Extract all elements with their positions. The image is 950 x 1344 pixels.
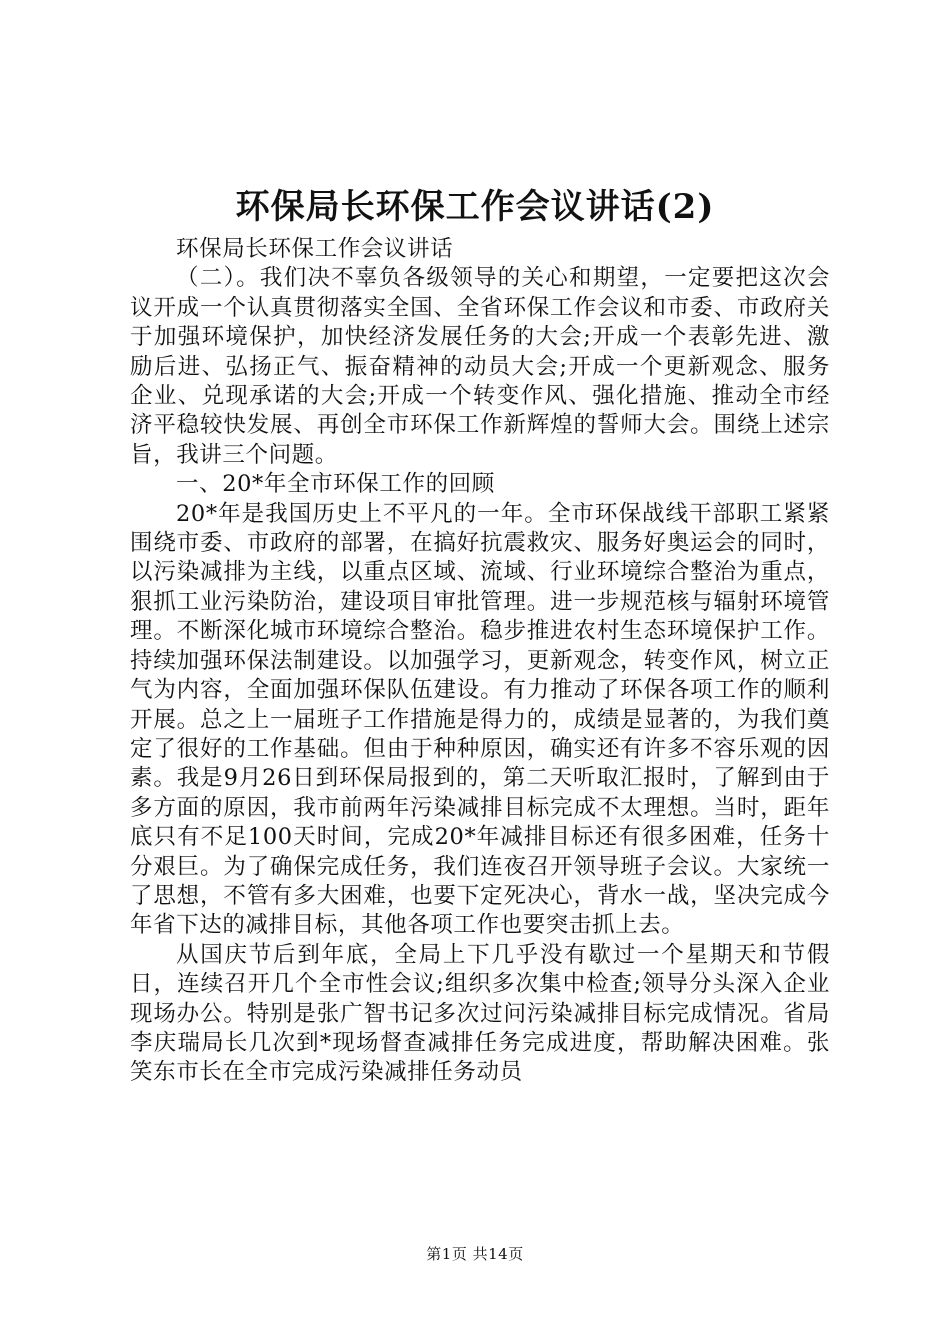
document-title: 环保局长环保工作会议讲话(2)	[235, 187, 715, 227]
paragraph-subtitle: 环保局长环保工作会议讲话	[176, 236, 454, 262]
document-body	[130, 235, 830, 1088]
paragraph-actions: 从国庆节后到年底，全局上下几乎没有歇过一个星期天和节假日，连续召开几个全市性会议;组织多次集中检查;领导分头深入企业现场办公。特别是张广智书记多次过问污染减排目标完成情况。省局李庆瑞局长几次到*现场督查减排任务完成进度，帮助解决困难。张笑东市长在全市完成污染减排任务动员	[130, 941, 830, 1086]
section-heading: 一、20*年全市环保工作的回顾	[176, 471, 495, 498]
paragraph-review: 20*年是我国历史上不平凡的一年。全市环保战线干部职工紧紧围绕市委、市政府的部署，在搞好抗震救灾、服务好奥运会的同时，以污染减排为主线，以重点区域、流域、行业环境综合整治为重点，狠抓工业污染防治，建设项目审批管理。进一步规范核与辐射环境管理。不断深化城市环境综合整治。稳步推进农村生态环境保护工作。持续加强环保法制建设。以加强学习，更新观念，转变作风，树立正气为内容，全面加强环保队伍建设。有力推动了环保各项工作的顺利开展。总之上一届班子工作措施是得力的，成绩是显著的，为我们奠定了很好的工作基础。但由于种种原因，确实还有许多不容乐观的因素。我是9月26日到环保局报到的，第二天听取汇报时，了解到由于多方面的原因，我市前两年污染减排目标完成不太理想。当时，距年底只有不足100天时间，完成20*年减排目标还有很多困难，任务十分艰巨。为了确保完成任务，我们连夜召开领导班子会议。大家统一了思想，不管有多大困难，也要下定死决心，背水一战，坚决完成今年省下达的减排目标，其他各项工作也要突击抓上去。	[130, 500, 830, 939]
page-number-footer: 第1页 共14页	[426, 1245, 524, 1263]
paragraph-intro: （二）。我们决不辜负各级领导的关心和期望，一定要把这次会议开成一个认真贯彻落实全国、全省环保工作会议和市委、市政府关于加强环境保护，加快经济发展任务的大会;开成一个表彰先进、激励后进、弘扬正气、振奋精神的动员大会;开成一个更新观念、服务企业、兑现承诺的大会;开成一个转变作风、强化措施、推动全市经济平稳较快发展、再创全市环保工作新辉煌的誓师大会。围绕上述宗旨，我讲三个问题。	[130, 265, 830, 468]
